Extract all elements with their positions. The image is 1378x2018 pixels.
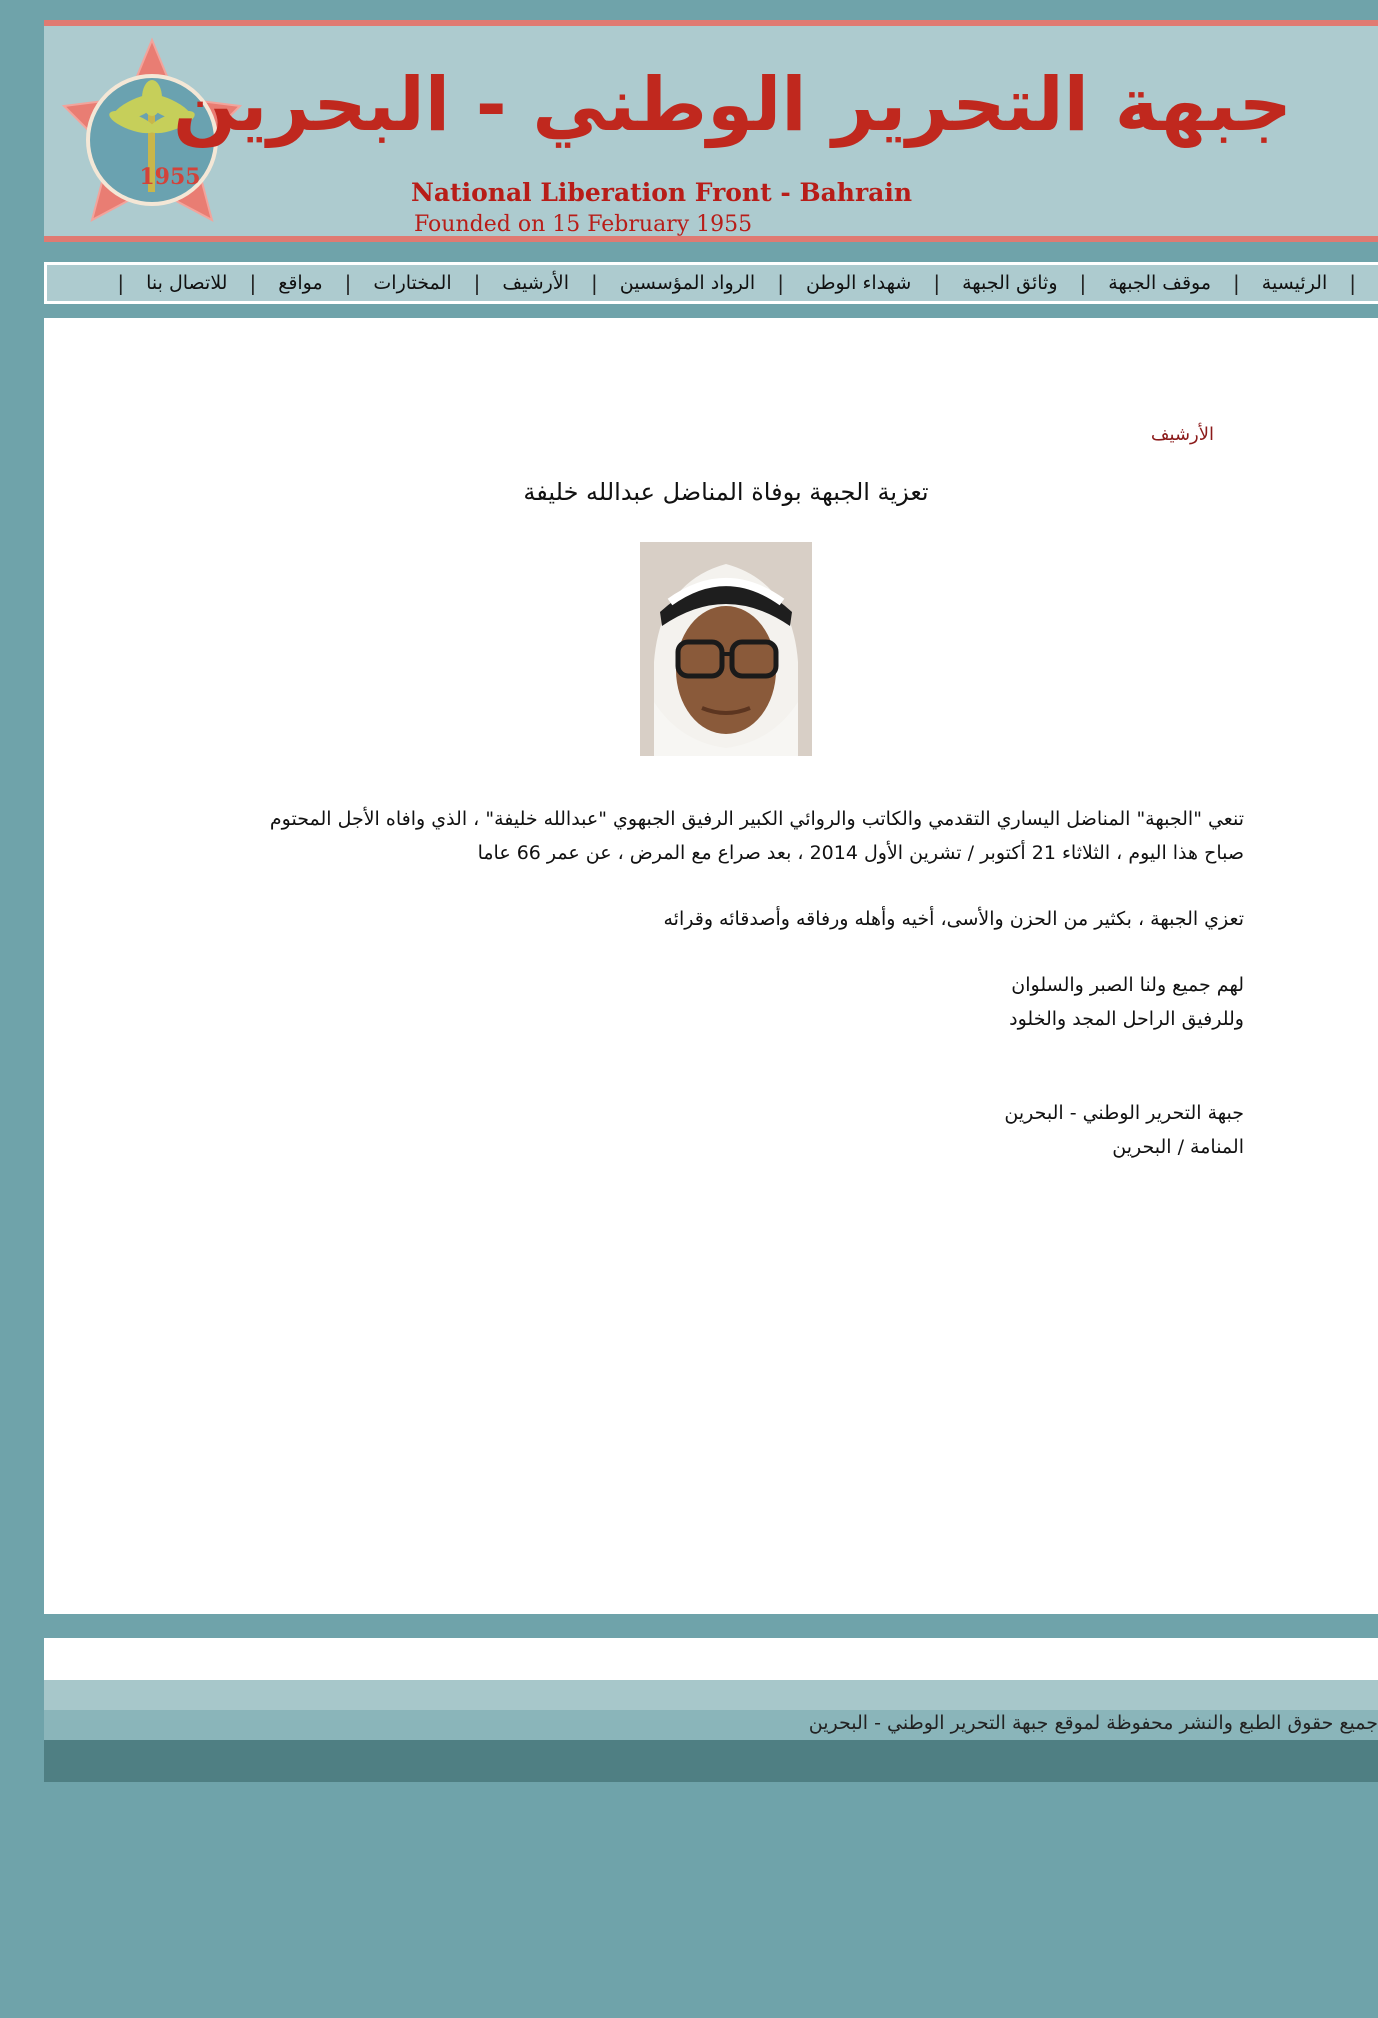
article-signature: جبهة التحرير الوطني - البحرين	[1004, 1102, 1244, 1124]
nav-separator: |	[590, 271, 598, 295]
nav-separator: |	[1079, 271, 1087, 295]
nav-item-archive[interactable]: الأرشيف	[502, 272, 569, 294]
nav-item-sites[interactable]: مواقع	[278, 272, 323, 294]
nav-item-martyrs[interactable]: شهداء الوطن	[805, 272, 912, 294]
nav-list	[95, 265, 1378, 301]
nav-item-founders[interactable]: الرواد المؤسسين	[619, 272, 756, 294]
copyright-text: جميع حقوق الطبع والنشر محفوظة لموقع جبهة التحرير الوطني - البحرين	[808, 1712, 1378, 1734]
site-header	[44, 20, 1378, 242]
footer-band-dark	[44, 1740, 1378, 1782]
nav-item-selections[interactable]: المختارات	[373, 272, 452, 294]
article-paragraph: تنعي "الجبهة" المناضل اليساري التقدمي والكاتب والروائي الكبير الرفيق الجبهوي "عبدالله خليفة" ، الذي وافاه الأجل المحتوم	[269, 808, 1244, 830]
logo-year: 1955	[139, 164, 201, 190]
article-location: المنامة / البحرين	[1112, 1136, 1244, 1158]
nav-separator: |	[249, 271, 257, 295]
founded-date: Founded on 15 February 1955	[414, 212, 753, 237]
nav-separator: |	[933, 271, 941, 295]
article-paragraph: وللرفيق الراحل المجد والخلود	[1009, 1008, 1244, 1030]
nav-separator: |	[473, 271, 481, 295]
nav-separator: |	[1233, 271, 1240, 295]
footer-band-white	[44, 1638, 1378, 1680]
nav-separator: |	[117, 271, 125, 295]
article-paragraph: صباح هذا اليوم ، الثلاثاء 21 أكتوبر / تشرين الأول 2014 ، بعد صراع مع المرض ، عن عمر 66 عاما	[477, 842, 1244, 864]
footer-band-light	[44, 1680, 1378, 1710]
nav-item-home[interactable]: الرئيسية	[1261, 272, 1328, 294]
nav-separator: |	[1349, 271, 1356, 295]
site-title-english: National Liberation Front - Bahrain	[411, 178, 912, 207]
article-paragraph: لهم جميع ولنا الصبر والسلوان	[1011, 974, 1244, 996]
nav-item-contact[interactable]: للاتصال بنا	[146, 272, 228, 294]
main-nav	[44, 262, 1378, 304]
top-strip	[44, 0, 1378, 20]
footer-band	[44, 1614, 1378, 1638]
site-title-arabic: جبهة التحرير الوطني - البحرين	[173, 62, 1292, 148]
nav-item-front-position[interactable]: موقف الجبهة	[1108, 272, 1212, 294]
portrait-photo	[640, 542, 812, 756]
breadcrumb[interactable]: الأرشيف	[1150, 424, 1214, 445]
nav-separator: |	[777, 271, 784, 295]
article-paragraph: تعزي الجبهة ، بكثير من الحزن والأسى، أخيه وأهله ورفاقه وأصدقائه وقرائه	[663, 908, 1244, 930]
article-body	[144, 802, 1244, 1164]
article-title: تعزية الجبهة بوفاة المناضل عبدالله خليفة	[523, 478, 929, 506]
nav-separator: |	[344, 271, 352, 295]
main-content	[44, 318, 1378, 1614]
nav-item-front-documents[interactable]: وثائق الجبهة	[962, 272, 1058, 294]
